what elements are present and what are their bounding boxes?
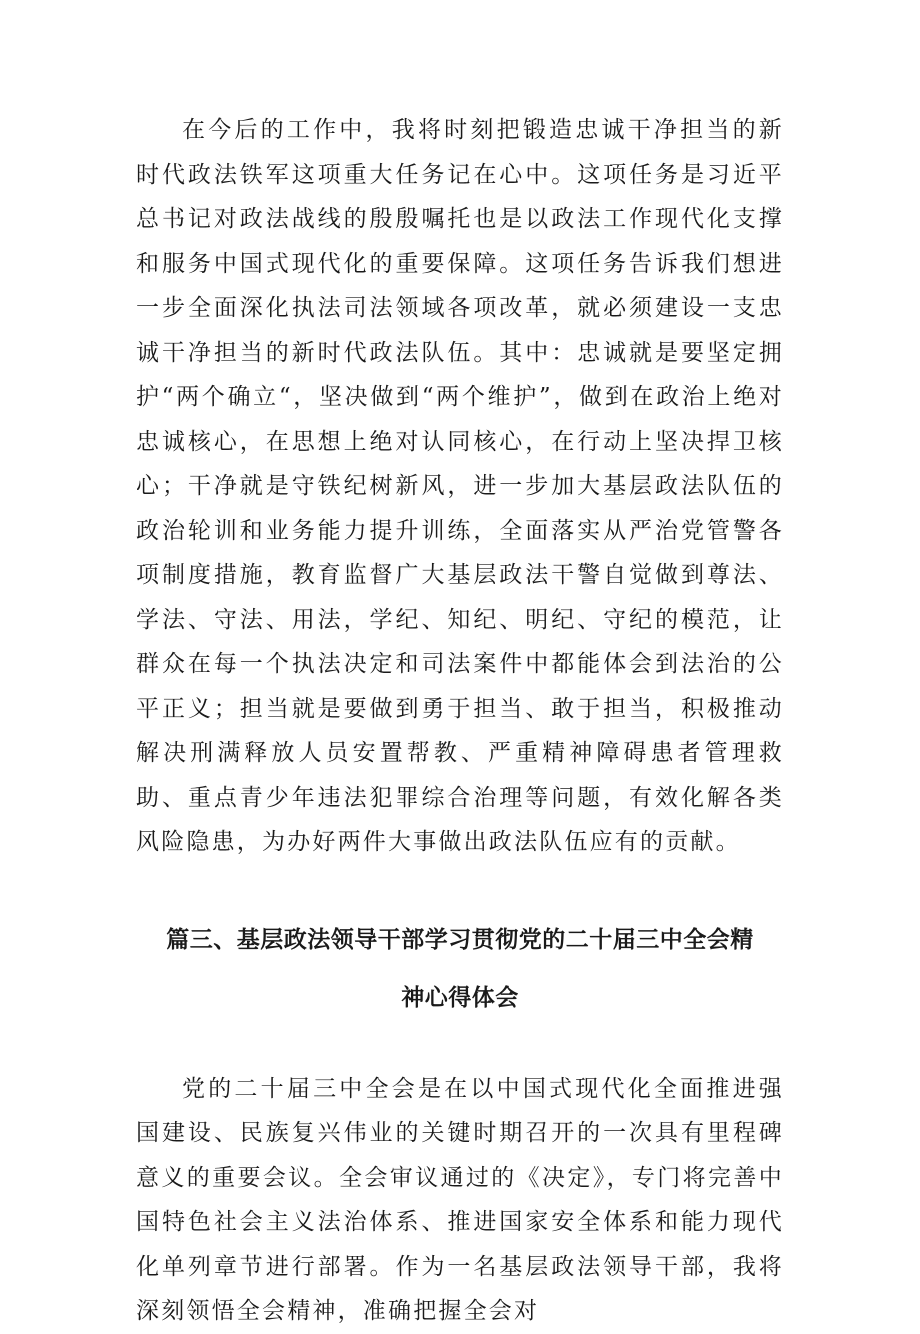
body-paragraph-2: 党的二十届三中全会是在以中国式现代化全面推进强国建设、民族复兴伟业的关键时期召开的一次具有里程碑意义的重要会议。全会审议通过的《决定》，专门将完善中国特色社会主义法治体系、推进国家安全体系和能力现代化单列章节进行部署。作为一名基层政法领导干部，我将深刻领悟全会精神，准确把握全会对 xyxy=(136,1075,784,1324)
section-heading xyxy=(136,911,784,1027)
section-heading-line-2: 神心得体会 xyxy=(401,984,519,1011)
section-heading-line-1: 篇三、基层政法领导干部学习贯彻党的二十届三中全会精 xyxy=(166,926,754,953)
body-paragraph-1: 在今后的工作中，我将时刻把锻造忠诚干净担当的新时代政法铁军这项重大任务记在心中。这项任务是习近平总书记对政法战线的殷殷嘱托也是以政法工作现代化支撑和服务中国式现代化的重要保障。这项任务告诉我们想进一步全面深化执法司法领域各项改革，就必须建设一支忠诚干净担当的新时代政法队伍。其中：忠诚就是要坚定拥护“两个确立“，坚决做到“两个维护”，做到在政治上绝对忠诚核心，在思想上绝对认同核心，在行动上坚决捍卫核心；干净就是守铁纪树新风，进一步加大基层政法队伍的政治轮训和业务能力提升训练，全面落实从严治党管警各项制度措施，教育监督广大基层政法干警自觉做到尊法、学法、守法、用法，学纪、知纪、明纪、守纪的模范，让群众在每一个执法决定和司法案件中都能体会到法治的公平正义；担当就是要做到勇于担当、敢于担当，积极推动解决刑满释放人员安置帮教、严重精神障碍患者管理救助、重点青少年违法犯罪综合治理等问题，有效化解各类风险隐患，为办好两件大事做出政法队伍应有的贡献。 xyxy=(136,117,784,855)
